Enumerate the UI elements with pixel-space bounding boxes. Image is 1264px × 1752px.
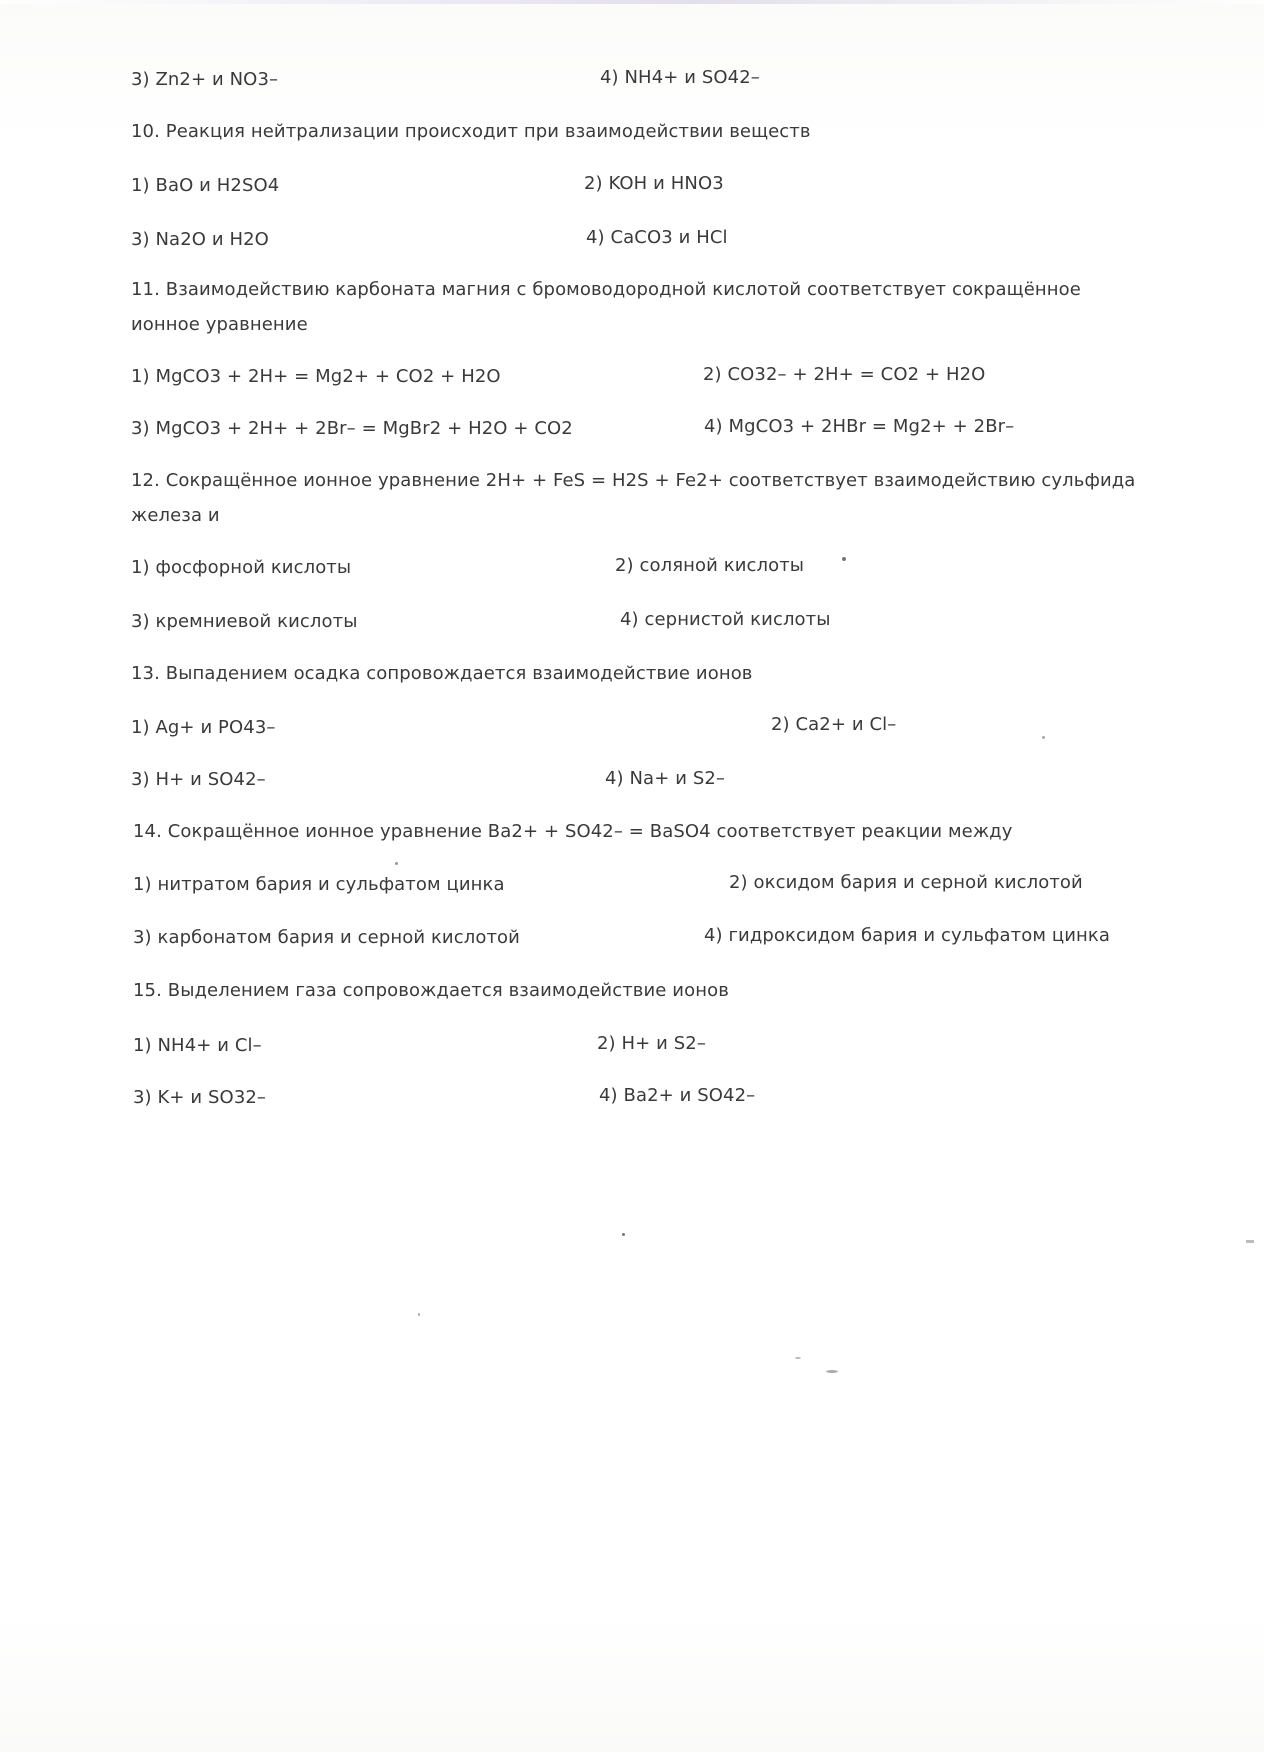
question-10-option-3: 3) Na2O и H2O [131, 229, 269, 250]
question-11-option-1: 1) MgCO3 + 2H+ = Mg2+ + CO2 + H2O [131, 366, 501, 387]
question-13-option-3: 3) H+ и SO42– [131, 769, 266, 790]
prev-question-option-4: 4) NH4+ и SO42– [600, 67, 760, 88]
question-11-option-4: 4) MgCO3 + 2HBr = Mg2+ + 2Br– [704, 416, 1015, 437]
question-10-option-1: 1) BaO и H2SO4 [131, 175, 280, 196]
question-12-text-line-1: 12. Сокращённое ионное уравнение 2H+ + FeS = H2S + Fe2+ соответствует взаимодействию сульфида [131, 470, 1136, 491]
question-15-option-3: 3) K+ и SO32– [133, 1087, 267, 1108]
question-12-option-4: 4) сернистой кислоты [620, 609, 831, 630]
scan-speck [826, 1370, 838, 1373]
question-13-option-4: 4) Na+ и S2– [605, 768, 725, 789]
scan-edge-strip [0, 0, 1264, 4]
question-15-option-2: 2) H+ и S2– [597, 1033, 706, 1054]
question-12-text-line-2: железа и [131, 505, 220, 526]
scan-speck [795, 1357, 801, 1359]
question-14-option-3: 3) карбонатом бария и серной кислотой [133, 927, 520, 948]
scan-edge-mark [1246, 1240, 1254, 1243]
scan-speck [842, 557, 846, 561]
question-12-option-1: 1) фосфорной кислоты [131, 557, 352, 578]
scan-speck [418, 1313, 420, 1316]
scan-speck [622, 1233, 625, 1236]
question-11-text-line-2: ионное уравнение [131, 314, 308, 335]
question-11-option-3: 3) MgCO3 + 2H+ + 2Br– = MgBr2 + H2O + CO2 [131, 418, 573, 439]
question-11-text-line-1: 11. Взаимодействию карбоната магния с бромоводородной кислотой соответствует сокращённое [131, 279, 1081, 300]
question-14-option-2: 2) оксидом бария и серной кислотой [729, 872, 1083, 893]
question-14-option-4: 4) гидроксидом бария и сульфатом цинка [704, 925, 1110, 946]
question-12-option-3: 3) кремниевой кислоты [131, 611, 358, 632]
scan-speck [395, 862, 398, 865]
question-14-option-1: 1) нитратом бария и сульфатом цинка [133, 874, 505, 895]
question-13-option-2: 2) Ca2+ и Cl– [771, 714, 897, 735]
question-10-text: 10. Реакция нейтрализации происходит при взаимодействии веществ [131, 121, 811, 142]
question-10-option-4: 4) CaCO3 и HCl [586, 227, 728, 248]
question-15-option-1: 1) NH4+ и Cl– [133, 1035, 262, 1056]
prev-question-option-3: 3) Zn2+ и NO3– [131, 69, 279, 90]
scan-speck [1042, 736, 1045, 739]
question-15-text: 15. Выделением газа сопровождается взаимодействие ионов [133, 980, 729, 1001]
question-11-option-2: 2) CO32– + 2H+ = CO2 + H2O [703, 364, 986, 385]
question-13-text: 13. Выпадением осадка сопровождается взаимодействие ионов [131, 663, 753, 684]
question-10-option-2: 2) KOH и HNO3 [584, 173, 724, 194]
question-15-option-4: 4) Ba2+ и SO42– [599, 1085, 756, 1106]
question-13-option-1: 1) Ag+ и PO43– [131, 717, 276, 738]
question-12-option-2: 2) соляной кислоты [615, 555, 805, 576]
question-14-text: 14. Сокращённое ионное уравнение Ba2+ + SO42– = BaSO4 соответствует реакции между [133, 821, 1013, 842]
